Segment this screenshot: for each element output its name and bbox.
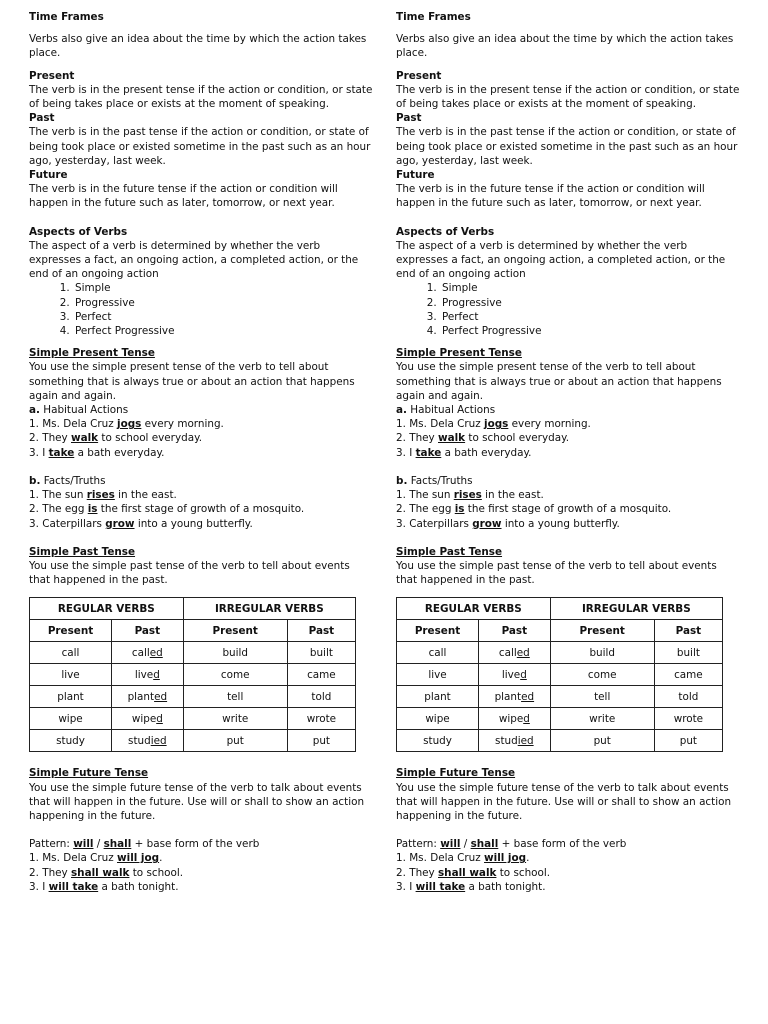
- simple-present-text: You use the simple present tense of the verb to tell about something that is always true or about an action that happens again and again.: [396, 361, 722, 402]
- past-base: call: [131, 646, 150, 659]
- example-line: 2. They shall walk to school.: [396, 866, 551, 879]
- past-base: plant: [127, 690, 155, 703]
- irregular-past-cell: put: [287, 730, 355, 752]
- present-col-header: Present: [550, 620, 654, 642]
- present-heading: Present: [396, 69, 442, 82]
- regular-past-cell: [112, 664, 184, 686]
- facts-label: b. Facts/Truths: [396, 474, 473, 487]
- table-row: [397, 686, 723, 708]
- time-frames-title: Time Frames: [29, 11, 104, 23]
- irregular-present-cell: write: [550, 708, 654, 730]
- example-line: 1. Ms. Dela Cruz jogs every morning.: [29, 418, 224, 431]
- regular-present-cell: study: [397, 730, 479, 752]
- irregular-present-cell: put: [550, 730, 654, 752]
- regular-past-cell: [112, 708, 184, 730]
- left-column: [29, 10, 374, 894]
- irregular-present-cell: build: [183, 642, 287, 664]
- regular-verbs-header: REGULAR VERBS: [397, 598, 551, 620]
- irregular-present-cell: write: [183, 708, 287, 730]
- irregular-verbs-header: IRREGULAR VERBS: [183, 598, 355, 620]
- irregular-past-cell: put: [654, 730, 722, 752]
- regular-present-cell: study: [30, 730, 112, 752]
- past-heading: Past: [396, 112, 422, 125]
- irregular-present-cell: come: [183, 664, 287, 686]
- table-row: [30, 686, 356, 708]
- verbs-table: [29, 597, 356, 752]
- past-suffix: d: [523, 712, 530, 725]
- habitual-label: a. Habitual Actions: [29, 404, 129, 417]
- present-col-header: Present: [30, 620, 112, 642]
- example-line: 3. Caterpillars grow into a young butterfly.: [29, 517, 253, 530]
- aspects-list: [396, 281, 741, 338]
- simple-past-title: Simple Past Tense: [29, 545, 136, 558]
- past-suffix: ed: [516, 646, 530, 659]
- future-heading: Future: [396, 169, 435, 182]
- irregular-past-cell: wrote: [287, 708, 355, 730]
- simple-future-text: You use the simple future tense of the verb to talk about events that will happen in the future. Use will or shall to show an action happening in the future.: [396, 781, 732, 822]
- future-text: The verb is in the future tense if the action or condition will happen in the future such as later, tomorrow, or next year.: [29, 183, 338, 210]
- past-suffix: ed: [521, 690, 535, 703]
- irregular-past-cell: built: [287, 642, 355, 664]
- aspects-text: The aspect of a verb is determined by whether the verb expresses a fact, an ongoing action, a completed action, or the end of an ongoing action: [396, 239, 726, 281]
- list-item: 3. Perfect: [440, 310, 741, 324]
- past-col-header: Past: [654, 620, 722, 642]
- example-line: 3. I will take a bath tonight.: [29, 880, 179, 893]
- example-line: 1. The sun rises in the east.: [29, 489, 177, 502]
- past-base: live: [501, 668, 521, 681]
- past-suffix: d: [153, 668, 160, 681]
- irregular-present-cell: tell: [183, 686, 287, 708]
- list-item: 3. Perfect: [73, 310, 374, 324]
- regular-present-cell: plant: [397, 686, 479, 708]
- simple-past-text: You use the simple past tense of the verb to tell about events that happened in the past.: [29, 559, 350, 587]
- list-item: 2. Progressive: [73, 296, 374, 310]
- future-text: The verb is in the future tense if the action or condition will happen in the future such as later, tomorrow, or next year.: [396, 183, 705, 210]
- past-base: live: [134, 668, 154, 681]
- pattern-line: Pattern: will / shall + base form of the verb: [396, 838, 627, 851]
- irregular-past-cell: told: [654, 686, 722, 708]
- simple-future-title: Simple Future Tense: [29, 767, 149, 780]
- present-heading: Present: [29, 69, 75, 82]
- past-suffix: ed: [154, 690, 168, 703]
- simple-present-text: You use the simple present tense of the verb to tell about something that is always true or about an action that happens again and again.: [29, 361, 355, 402]
- right-column: [396, 10, 741, 894]
- simple-future-title: Simple Future Tense: [396, 767, 516, 780]
- past-suffix: d: [520, 668, 527, 681]
- list-item: 2. Progressive: [440, 296, 741, 310]
- past-col-header: Past: [287, 620, 355, 642]
- list-item: 4. Perfect Progressive: [440, 324, 741, 338]
- example-line: 3. I take a bath everyday.: [396, 446, 532, 459]
- irregular-past-cell: built: [654, 642, 722, 664]
- past-suffix: ed: [149, 646, 163, 659]
- table-row: [30, 664, 356, 686]
- irregular-past-cell: came: [287, 664, 355, 686]
- list-item: 1. Simple: [440, 281, 741, 295]
- time-frames-title: Time Frames: [396, 11, 471, 23]
- simple-future-text: You use the simple future tense of the verb to talk about events that will happen in the future. Use will or shall to show an action happening in the future.: [29, 781, 365, 822]
- past-base: stud: [495, 734, 518, 747]
- past-base: stud: [128, 734, 151, 747]
- simple-present-title: Simple Present Tense: [29, 347, 155, 360]
- irregular-past-cell: came: [654, 664, 722, 686]
- time-frames-intro: Verbs also give an idea about the time by which the action takes place.: [396, 33, 734, 60]
- table-row: [397, 642, 723, 664]
- facts-label: b. Facts/Truths: [29, 474, 106, 487]
- past-base: plant: [494, 690, 522, 703]
- pattern-line: Pattern: will / shall + base form of the verb: [29, 838, 260, 851]
- regular-past-cell: [479, 708, 551, 730]
- irregular-present-cell: tell: [550, 686, 654, 708]
- regular-past-cell: [479, 642, 551, 664]
- aspects-title: Aspects of Verbs: [396, 225, 495, 238]
- example-line: 3. Caterpillars grow into a young butterfly.: [396, 517, 620, 530]
- past-text: The verb is in the past tense if the action or condition, or state of being took place or existed sometime in the past such as an hour ago, yesterday, last week.: [396, 126, 738, 167]
- present-col-header: Present: [183, 620, 287, 642]
- table-row: [30, 642, 356, 664]
- past-col-header: Past: [112, 620, 184, 642]
- example-line: 3. I take a bath everyday.: [29, 446, 165, 459]
- present-col-header: Present: [397, 620, 479, 642]
- regular-past-cell: [112, 686, 184, 708]
- regular-past-cell: [479, 664, 551, 686]
- table-row: [30, 708, 356, 730]
- regular-verbs-header: REGULAR VERBS: [30, 598, 184, 620]
- example-line: 2. The egg is the first stage of growth of a mosquito.: [29, 503, 305, 516]
- regular-past-cell: [112, 730, 184, 752]
- example-line: 3. I will take a bath tonight.: [396, 880, 546, 893]
- verbs-table: [396, 597, 723, 752]
- regular-past-cell: [479, 686, 551, 708]
- regular-present-cell: call: [397, 642, 479, 664]
- table-row: [397, 730, 723, 752]
- habitual-label: a. Habitual Actions: [396, 404, 496, 417]
- example-line: 1. The sun rises in the east.: [396, 489, 544, 502]
- aspects-title: Aspects of Verbs: [29, 225, 128, 238]
- irregular-past-cell: told: [287, 686, 355, 708]
- example-line: 1. Ms. Dela Cruz will jog.: [396, 852, 530, 865]
- regular-past-cell: [479, 730, 551, 752]
- past-text: The verb is in the past tense if the action or condition, or state of being took place or existed sometime in the past such as an hour ago, yesterday, last week.: [29, 126, 371, 167]
- regular-present-cell: live: [30, 664, 112, 686]
- past-base: call: [498, 646, 517, 659]
- regular-present-cell: call: [30, 642, 112, 664]
- regular-present-cell: wipe: [30, 708, 112, 730]
- past-suffix: ied: [150, 734, 167, 747]
- example-line: 2. The egg is the first stage of growth of a mosquito.: [396, 503, 672, 516]
- present-text: The verb is in the present tense if the action or condition, or state of being takes place or exists at the moment of speaking.: [29, 83, 373, 111]
- example-line: 1. Ms. Dela Cruz will jog.: [29, 852, 163, 865]
- regular-present-cell: live: [397, 664, 479, 686]
- regular-past-cell: [112, 642, 184, 664]
- irregular-verbs-header: IRREGULAR VERBS: [550, 598, 722, 620]
- past-col-header: Past: [479, 620, 551, 642]
- past-suffix: d: [156, 712, 163, 725]
- table-row: [30, 730, 356, 752]
- past-base: wipe: [498, 712, 524, 725]
- irregular-past-cell: wrote: [654, 708, 722, 730]
- list-item: 4. Perfect Progressive: [73, 324, 374, 338]
- past-base: wipe: [131, 712, 157, 725]
- simple-present-title: Simple Present Tense: [396, 347, 522, 360]
- irregular-present-cell: put: [183, 730, 287, 752]
- list-item: 1. Simple: [73, 281, 374, 295]
- table-row: [397, 708, 723, 730]
- aspects-text: The aspect of a verb is determined by whether the verb expresses a fact, an ongoing action, a completed action, or the end of an ongoing action: [29, 239, 359, 281]
- example-line: 2. They walk to school everyday.: [29, 432, 203, 445]
- aspects-list: [29, 281, 374, 338]
- past-suffix: ied: [517, 734, 534, 747]
- regular-present-cell: wipe: [397, 708, 479, 730]
- table-row: [397, 664, 723, 686]
- present-text: The verb is in the present tense if the action or condition, or state of being takes place or exists at the moment of speaking.: [396, 83, 740, 111]
- example-line: 1. Ms. Dela Cruz jogs every morning.: [396, 418, 591, 431]
- simple-past-text: You use the simple past tense of the verb to tell about events that happened in the past.: [396, 559, 717, 587]
- time-frames-intro: Verbs also give an idea about the time by which the action takes place.: [29, 33, 367, 60]
- future-heading: Future: [29, 169, 68, 182]
- simple-past-title: Simple Past Tense: [396, 545, 503, 558]
- regular-present-cell: plant: [30, 686, 112, 708]
- example-line: 2. They shall walk to school.: [29, 866, 184, 879]
- example-line: 2. They walk to school everyday.: [396, 432, 570, 445]
- past-heading: Past: [29, 112, 55, 125]
- irregular-present-cell: come: [550, 664, 654, 686]
- irregular-present-cell: build: [550, 642, 654, 664]
